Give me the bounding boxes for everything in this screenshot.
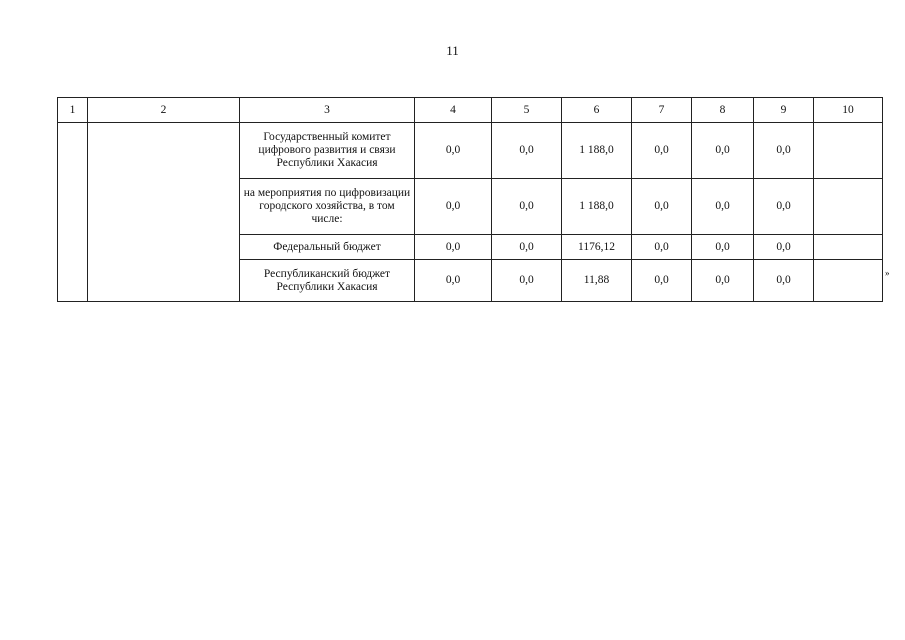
value-cell: 0,0 xyxy=(632,179,692,235)
header-cell-3: 3 xyxy=(240,98,415,123)
header-row xyxy=(58,98,883,123)
value-cell: 0,0 xyxy=(692,260,754,302)
value-cell: 0,0 xyxy=(492,235,562,260)
header-cell-6: 6 xyxy=(562,98,632,123)
value-cell: 0,0 xyxy=(415,235,492,260)
budget-table xyxy=(57,97,883,302)
value-cell: 0,0 xyxy=(632,123,692,179)
row-label: Федеральный бюджет xyxy=(240,235,415,260)
header-cell-2: 2 xyxy=(88,98,240,123)
header-cell-7: 7 xyxy=(632,98,692,123)
value-cell: 0,0 xyxy=(692,179,754,235)
value-cell: 0,0 xyxy=(754,179,814,235)
header-cell-10: 10 xyxy=(814,98,883,123)
header-cell-4: 4 xyxy=(415,98,492,123)
end-quote-mark: » xyxy=(885,268,890,278)
page-number: 11 xyxy=(446,43,459,58)
program-name-cell xyxy=(88,123,240,302)
value-cell: 0,0 xyxy=(754,123,814,179)
value-cell: 0,0 xyxy=(632,235,692,260)
row-label: на мероприятия по цифровизации городского хозяйства, в том числе: xyxy=(240,179,415,235)
value-cell: 0,0 xyxy=(492,123,562,179)
header-cell-5: 5 xyxy=(492,98,562,123)
value-cell: 0,0 xyxy=(754,260,814,302)
header-cell-1: 1 xyxy=(58,98,88,123)
header-cell-8: 8 xyxy=(692,98,754,123)
value-cell: 0,0 xyxy=(415,260,492,302)
table-row xyxy=(58,123,883,179)
value-cell: 0,0 xyxy=(754,235,814,260)
value-cell: 0,0 xyxy=(692,235,754,260)
value-cell xyxy=(814,235,883,260)
row-label: Республиканский бюджет Республики Хакасия xyxy=(240,260,415,302)
value-cell: 0,0 xyxy=(692,123,754,179)
value-cell xyxy=(814,179,883,235)
header-cell-9: 9 xyxy=(754,98,814,123)
value-cell: 0,0 xyxy=(632,260,692,302)
value-cell: 0,0 xyxy=(492,179,562,235)
value-cell xyxy=(814,260,883,302)
value-cell: 1176,12 xyxy=(562,235,632,260)
value-cell: 0,0 xyxy=(415,179,492,235)
row-number-cell xyxy=(58,123,88,302)
value-cell xyxy=(814,123,883,179)
value-cell: 11,88 xyxy=(562,260,632,302)
value-cell: 0,0 xyxy=(415,123,492,179)
value-cell: 0,0 xyxy=(492,260,562,302)
value-cell: 1 188,0 xyxy=(562,123,632,179)
value-cell: 1 188,0 xyxy=(562,179,632,235)
row-label: Государственный комитет цифрового развития и связи Республики Хакасия xyxy=(240,123,415,179)
